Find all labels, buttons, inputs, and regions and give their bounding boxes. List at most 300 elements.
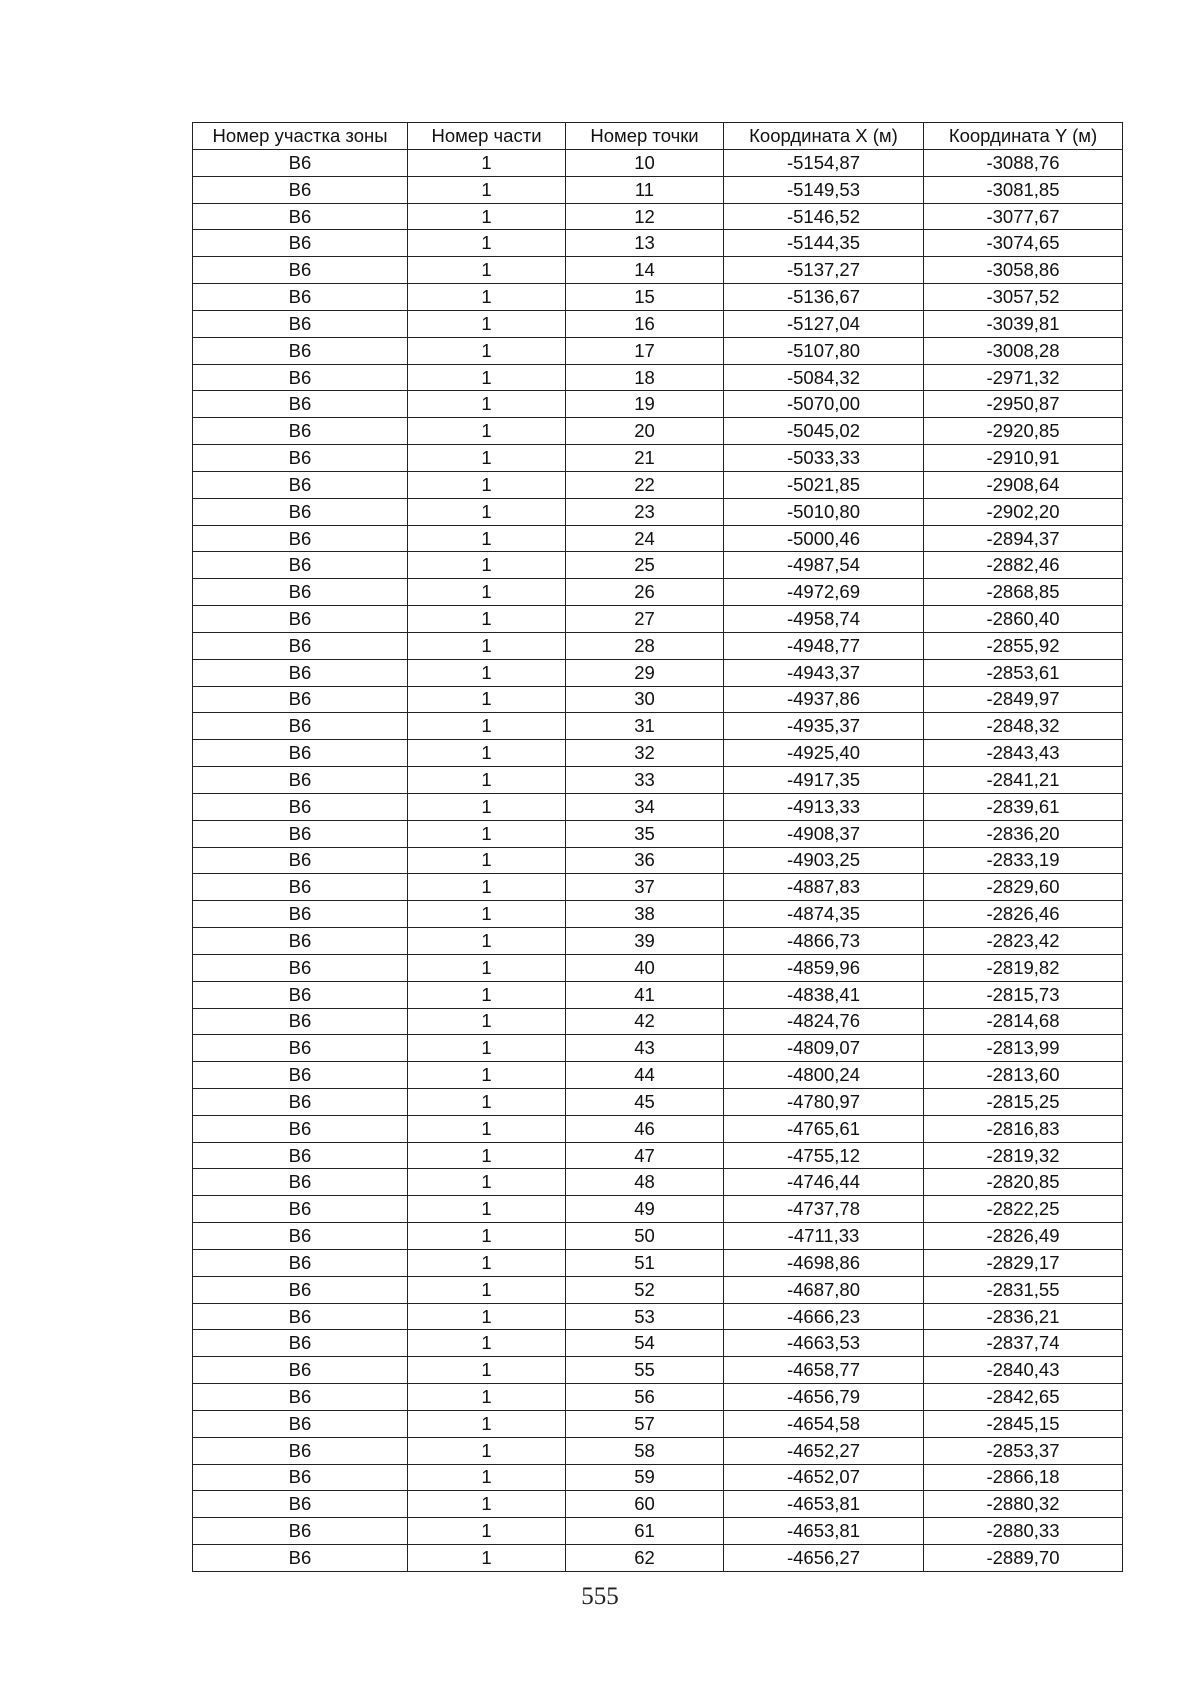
table-row (193, 525, 1123, 552)
cell-coordinate-x: -4711,33 (724, 1223, 924, 1250)
cell-coordinate-x: -4948,77 (724, 632, 924, 659)
cell-point-number: 38 (566, 901, 724, 928)
header-part-number: Номер части (408, 123, 566, 150)
cell-coordinate-y: -2819,32 (924, 1142, 1123, 1169)
cell-zone-section: В6 (193, 1491, 408, 1518)
cell-point-number: 42 (566, 1008, 724, 1035)
cell-zone-section: В6 (193, 954, 408, 981)
table-row (193, 713, 1123, 740)
header-zone-section: Номер участка зоны (193, 123, 408, 150)
cell-part-number: 1 (408, 1330, 566, 1357)
cell-zone-section: В6 (193, 1169, 408, 1196)
table-row (193, 1035, 1123, 1062)
cell-point-number: 41 (566, 981, 724, 1008)
cell-zone-section: В6 (193, 337, 408, 364)
table-row (193, 498, 1123, 525)
cell-coordinate-y: -2833,19 (924, 847, 1123, 874)
table-row (193, 793, 1123, 820)
cell-part-number: 1 (408, 1518, 566, 1545)
coordinates-table (192, 122, 1123, 1572)
cell-part-number: 1 (408, 1142, 566, 1169)
cell-part-number: 1 (408, 230, 566, 257)
cell-point-number: 44 (566, 1062, 724, 1089)
cell-point-number: 54 (566, 1330, 724, 1357)
cell-point-number: 21 (566, 445, 724, 472)
cell-zone-section: В6 (193, 364, 408, 391)
cell-zone-section: В6 (193, 847, 408, 874)
table-row (193, 310, 1123, 337)
cell-coordinate-x: -5149,53 (724, 176, 924, 203)
cell-zone-section: В6 (193, 740, 408, 767)
cell-coordinate-y: -2894,37 (924, 525, 1123, 552)
table-row (193, 1491, 1123, 1518)
cell-coordinate-y: -2866,18 (924, 1464, 1123, 1491)
cell-point-number: 10 (566, 150, 724, 177)
table-row (193, 203, 1123, 230)
cell-zone-section: В6 (193, 257, 408, 284)
table-row (193, 1330, 1123, 1357)
cell-part-number: 1 (408, 981, 566, 1008)
cell-coordinate-y: -2950,87 (924, 391, 1123, 418)
cell-part-number: 1 (408, 793, 566, 820)
table-row (193, 230, 1123, 257)
cell-zone-section: В6 (193, 445, 408, 472)
table-row (193, 1249, 1123, 1276)
cell-zone-section: В6 (193, 1115, 408, 1142)
cell-coordinate-y: -2822,25 (924, 1196, 1123, 1223)
cell-coordinate-y: -2837,74 (924, 1330, 1123, 1357)
cell-zone-section: В6 (193, 1008, 408, 1035)
cell-zone-section: В6 (193, 632, 408, 659)
cell-part-number: 1 (408, 1276, 566, 1303)
cell-point-number: 13 (566, 230, 724, 257)
cell-coordinate-y: -2902,20 (924, 498, 1123, 525)
table-row (193, 1008, 1123, 1035)
cell-point-number: 62 (566, 1545, 724, 1572)
cell-coordinate-x: -4698,86 (724, 1249, 924, 1276)
header-coordinate-x: Координата X (м) (724, 123, 924, 150)
table-row (193, 445, 1123, 472)
page-number: 555 (581, 1583, 619, 1610)
cell-part-number: 1 (408, 579, 566, 606)
table-row (193, 659, 1123, 686)
cell-coordinate-y: -2842,65 (924, 1384, 1123, 1411)
cell-coordinate-x: -5154,87 (724, 150, 924, 177)
cell-zone-section: В6 (193, 1035, 408, 1062)
cell-coordinate-x: -4866,73 (724, 928, 924, 955)
table-row (193, 1169, 1123, 1196)
cell-part-number: 1 (408, 391, 566, 418)
cell-part-number: 1 (408, 954, 566, 981)
cell-coordinate-x: -4874,35 (724, 901, 924, 928)
cell-zone-section: В6 (193, 1223, 408, 1250)
cell-coordinate-y: -2826,49 (924, 1223, 1123, 1250)
cell-coordinate-x: -4666,23 (724, 1303, 924, 1330)
cell-part-number: 1 (408, 713, 566, 740)
cell-zone-section: В6 (193, 686, 408, 713)
cell-part-number: 1 (408, 1303, 566, 1330)
cell-coordinate-x: -5021,85 (724, 471, 924, 498)
cell-coordinate-x: -4658,77 (724, 1357, 924, 1384)
cell-zone-section: В6 (193, 1384, 408, 1411)
cell-coordinate-x: -4656,79 (724, 1384, 924, 1411)
cell-coordinate-y: -2868,85 (924, 579, 1123, 606)
cell-coordinate-y: -2860,40 (924, 606, 1123, 633)
cell-coordinate-y: -2971,32 (924, 364, 1123, 391)
cell-coordinate-y: -2836,21 (924, 1303, 1123, 1330)
cell-part-number: 1 (408, 1249, 566, 1276)
table-row (193, 981, 1123, 1008)
cell-coordinate-y: -2831,55 (924, 1276, 1123, 1303)
cell-coordinate-x: -4755,12 (724, 1142, 924, 1169)
cell-point-number: 20 (566, 418, 724, 445)
cell-point-number: 49 (566, 1196, 724, 1223)
cell-part-number: 1 (408, 203, 566, 230)
cell-coordinate-x: -4838,41 (724, 981, 924, 1008)
cell-part-number: 1 (408, 310, 566, 337)
cell-part-number: 1 (408, 364, 566, 391)
cell-coordinate-x: -4652,07 (724, 1464, 924, 1491)
cell-coordinate-y: -2840,43 (924, 1357, 1123, 1384)
cell-coordinate-y: -2814,68 (924, 1008, 1123, 1035)
cell-zone-section: В6 (193, 1437, 408, 1464)
cell-point-number: 47 (566, 1142, 724, 1169)
cell-part-number: 1 (408, 740, 566, 767)
table-row (193, 176, 1123, 203)
cell-coordinate-y: -2823,42 (924, 928, 1123, 955)
cell-coordinate-x: -4887,83 (724, 874, 924, 901)
cell-zone-section: В6 (193, 1357, 408, 1384)
cell-coordinate-x: -4903,25 (724, 847, 924, 874)
cell-part-number: 1 (408, 847, 566, 874)
cell-zone-section: В6 (193, 659, 408, 686)
cell-point-number: 12 (566, 203, 724, 230)
cell-coordinate-x: -5127,04 (724, 310, 924, 337)
table-row (193, 820, 1123, 847)
cell-zone-section: В6 (193, 1142, 408, 1169)
cell-part-number: 1 (408, 1008, 566, 1035)
cell-coordinate-y: -2841,21 (924, 767, 1123, 794)
cell-point-number: 40 (566, 954, 724, 981)
header-row (193, 123, 1123, 150)
cell-part-number: 1 (408, 337, 566, 364)
cell-point-number: 56 (566, 1384, 724, 1411)
cell-coordinate-y: -2853,37 (924, 1437, 1123, 1464)
cell-coordinate-y: -2826,46 (924, 901, 1123, 928)
cell-zone-section: В6 (193, 713, 408, 740)
cell-zone-section: В6 (193, 1249, 408, 1276)
table-row (193, 1062, 1123, 1089)
cell-point-number: 16 (566, 310, 724, 337)
cell-coordinate-x: -4652,27 (724, 1437, 924, 1464)
cell-part-number: 1 (408, 1437, 566, 1464)
cell-point-number: 26 (566, 579, 724, 606)
cell-point-number: 17 (566, 337, 724, 364)
cell-zone-section: В6 (193, 793, 408, 820)
cell-part-number: 1 (408, 257, 566, 284)
cell-zone-section: В6 (193, 606, 408, 633)
cell-coordinate-x: -5070,00 (724, 391, 924, 418)
cell-part-number: 1 (408, 820, 566, 847)
cell-coordinate-y: -3077,67 (924, 203, 1123, 230)
cell-coordinate-x: -5146,52 (724, 203, 924, 230)
cell-coordinate-x: -5084,32 (724, 364, 924, 391)
cell-part-number: 1 (408, 901, 566, 928)
cell-part-number: 1 (408, 418, 566, 445)
header-point-number: Номер точки (566, 123, 724, 150)
cell-zone-section: В6 (193, 767, 408, 794)
cell-zone-section: В6 (193, 1088, 408, 1115)
cell-coordinate-y: -2880,33 (924, 1518, 1123, 1545)
cell-coordinate-x: -5010,80 (724, 498, 924, 525)
cell-coordinate-x: -4958,74 (724, 606, 924, 633)
table-row (193, 1276, 1123, 1303)
cell-part-number: 1 (408, 284, 566, 311)
table-row (193, 901, 1123, 928)
cell-point-number: 57 (566, 1410, 724, 1437)
cell-part-number: 1 (408, 1196, 566, 1223)
cell-zone-section: В6 (193, 1303, 408, 1330)
cell-coordinate-y: -2920,85 (924, 418, 1123, 445)
table-row (193, 1142, 1123, 1169)
cell-point-number: 22 (566, 471, 724, 498)
cell-coordinate-y: -3008,28 (924, 337, 1123, 364)
cell-point-number: 39 (566, 928, 724, 955)
cell-part-number: 1 (408, 686, 566, 713)
cell-part-number: 1 (408, 150, 566, 177)
cell-zone-section: В6 (193, 203, 408, 230)
table-row (193, 1410, 1123, 1437)
table-row (193, 1357, 1123, 1384)
cell-coordinate-x: -4780,97 (724, 1088, 924, 1115)
table-row (193, 1303, 1123, 1330)
cell-zone-section: В6 (193, 1518, 408, 1545)
cell-point-number: 11 (566, 176, 724, 203)
table-row (193, 1518, 1123, 1545)
cell-coordinate-y: -2855,92 (924, 632, 1123, 659)
table-row (193, 632, 1123, 659)
cell-zone-section: В6 (193, 1464, 408, 1491)
cell-zone-section: В6 (193, 418, 408, 445)
cell-zone-section: В6 (193, 284, 408, 311)
cell-point-number: 50 (566, 1223, 724, 1250)
cell-coordinate-y: -2845,15 (924, 1410, 1123, 1437)
cell-zone-section: В6 (193, 552, 408, 579)
cell-coordinate-y: -2829,60 (924, 874, 1123, 901)
cell-part-number: 1 (408, 498, 566, 525)
cell-zone-section: В6 (193, 230, 408, 257)
cell-coordinate-y: -2849,97 (924, 686, 1123, 713)
table-row (193, 552, 1123, 579)
cell-part-number: 1 (408, 632, 566, 659)
cell-coordinate-x: -4800,24 (724, 1062, 924, 1089)
cell-part-number: 1 (408, 1115, 566, 1142)
cell-coordinate-x: -4653,81 (724, 1518, 924, 1545)
cell-part-number: 1 (408, 606, 566, 633)
cell-coordinate-y: -2816,83 (924, 1115, 1123, 1142)
table-row (193, 1115, 1123, 1142)
cell-coordinate-y: -2819,82 (924, 954, 1123, 981)
cell-coordinate-x: -5000,46 (724, 525, 924, 552)
table-row (193, 1437, 1123, 1464)
cell-coordinate-x: -4765,61 (724, 1115, 924, 1142)
cell-coordinate-x: -4987,54 (724, 552, 924, 579)
cell-coordinate-y: -2836,20 (924, 820, 1123, 847)
cell-coordinate-y: -2843,43 (924, 740, 1123, 767)
cell-part-number: 1 (408, 1545, 566, 1572)
cell-coordinate-x: -4687,80 (724, 1276, 924, 1303)
cell-part-number: 1 (408, 1223, 566, 1250)
cell-part-number: 1 (408, 176, 566, 203)
cell-point-number: 34 (566, 793, 724, 820)
cell-zone-section: В6 (193, 1545, 408, 1572)
cell-coordinate-x: -4935,37 (724, 713, 924, 740)
cell-coordinate-y: -2813,99 (924, 1035, 1123, 1062)
cell-coordinate-x: -4737,78 (724, 1196, 924, 1223)
cell-coordinate-x: -4663,53 (724, 1330, 924, 1357)
cell-coordinate-y: -2889,70 (924, 1545, 1123, 1572)
cell-zone-section: В6 (193, 820, 408, 847)
cell-coordinate-y: -3057,52 (924, 284, 1123, 311)
table-row (193, 928, 1123, 955)
table-row (193, 1545, 1123, 1572)
cell-point-number: 55 (566, 1357, 724, 1384)
cell-coordinate-x: -4908,37 (724, 820, 924, 847)
table-row (193, 471, 1123, 498)
cell-zone-section: В6 (193, 874, 408, 901)
cell-coordinate-y: -2908,64 (924, 471, 1123, 498)
table-row (193, 954, 1123, 981)
cell-zone-section: В6 (193, 928, 408, 955)
cell-coordinate-x: -5045,02 (724, 418, 924, 445)
cell-point-number: 52 (566, 1276, 724, 1303)
cell-coordinate-x: -4859,96 (724, 954, 924, 981)
cell-coordinate-y: -3081,85 (924, 176, 1123, 203)
table-row (193, 740, 1123, 767)
table-row (193, 874, 1123, 901)
header-coordinate-y: Координата Y (м) (924, 123, 1123, 150)
cell-coordinate-x: -4653,81 (724, 1491, 924, 1518)
cell-part-number: 1 (408, 928, 566, 955)
cell-coordinate-y: -2813,60 (924, 1062, 1123, 1089)
cell-coordinate-y: -3058,86 (924, 257, 1123, 284)
table-row (193, 606, 1123, 633)
cell-part-number: 1 (408, 1357, 566, 1384)
cell-point-number: 19 (566, 391, 724, 418)
cell-zone-section: В6 (193, 471, 408, 498)
cell-coordinate-y: -2882,46 (924, 552, 1123, 579)
cell-part-number: 1 (408, 1491, 566, 1518)
cell-zone-section: В6 (193, 1062, 408, 1089)
cell-zone-section: В6 (193, 579, 408, 606)
cell-zone-section: В6 (193, 1196, 408, 1223)
cell-part-number: 1 (408, 1169, 566, 1196)
cell-point-number: 33 (566, 767, 724, 794)
cell-point-number: 29 (566, 659, 724, 686)
table-row (193, 284, 1123, 311)
cell-point-number: 45 (566, 1088, 724, 1115)
table-row (193, 847, 1123, 874)
cell-zone-section: В6 (193, 1410, 408, 1437)
cell-point-number: 15 (566, 284, 724, 311)
cell-point-number: 14 (566, 257, 724, 284)
cell-part-number: 1 (408, 1464, 566, 1491)
cell-zone-section: В6 (193, 901, 408, 928)
cell-part-number: 1 (408, 659, 566, 686)
cell-part-number: 1 (408, 767, 566, 794)
cell-zone-section: В6 (193, 176, 408, 203)
cell-coordinate-x: -5107,80 (724, 337, 924, 364)
cell-point-number: 24 (566, 525, 724, 552)
cell-coordinate-y: -2853,61 (924, 659, 1123, 686)
table-row (193, 579, 1123, 606)
cell-part-number: 1 (408, 1410, 566, 1437)
cell-zone-section: В6 (193, 1330, 408, 1357)
table-row (193, 1196, 1123, 1223)
table-row (193, 150, 1123, 177)
cell-point-number: 23 (566, 498, 724, 525)
cell-point-number: 46 (566, 1115, 724, 1142)
cell-point-number: 51 (566, 1249, 724, 1276)
cell-coordinate-y: -2815,73 (924, 981, 1123, 1008)
cell-point-number: 28 (566, 632, 724, 659)
cell-coordinate-y: -2820,85 (924, 1169, 1123, 1196)
cell-coordinate-x: -4746,44 (724, 1169, 924, 1196)
cell-coordinate-y: -3088,76 (924, 150, 1123, 177)
cell-coordinate-x: -5136,67 (724, 284, 924, 311)
table-row (193, 364, 1123, 391)
cell-zone-section: В6 (193, 498, 408, 525)
cell-part-number: 1 (408, 525, 566, 552)
cell-coordinate-y: -2829,17 (924, 1249, 1123, 1276)
table-row (193, 686, 1123, 713)
cell-coordinate-y: -2910,91 (924, 445, 1123, 472)
cell-point-number: 31 (566, 713, 724, 740)
cell-coordinate-x: -4937,86 (724, 686, 924, 713)
cell-coordinate-x: -4925,40 (724, 740, 924, 767)
cell-part-number: 1 (408, 1035, 566, 1062)
cell-point-number: 43 (566, 1035, 724, 1062)
cell-part-number: 1 (408, 874, 566, 901)
table-header (193, 123, 1123, 150)
cell-point-number: 53 (566, 1303, 724, 1330)
table-row (193, 1088, 1123, 1115)
table-row (193, 767, 1123, 794)
cell-part-number: 1 (408, 1088, 566, 1115)
cell-coordinate-x: -4917,35 (724, 767, 924, 794)
cell-coordinate-x: -4656,27 (724, 1545, 924, 1572)
cell-point-number: 59 (566, 1464, 724, 1491)
cell-part-number: 1 (408, 552, 566, 579)
cell-coordinate-y: -2839,61 (924, 793, 1123, 820)
cell-zone-section: В6 (193, 981, 408, 1008)
cell-coordinate-y: -3074,65 (924, 230, 1123, 257)
cell-part-number: 1 (408, 445, 566, 472)
cell-point-number: 61 (566, 1518, 724, 1545)
table-row (193, 337, 1123, 364)
cell-point-number: 32 (566, 740, 724, 767)
cell-coordinate-x: -4943,37 (724, 659, 924, 686)
cell-point-number: 48 (566, 1169, 724, 1196)
cell-zone-section: В6 (193, 525, 408, 552)
cell-coordinate-x: -4654,58 (724, 1410, 924, 1437)
cell-coordinate-x: -4824,76 (724, 1008, 924, 1035)
table-row (193, 391, 1123, 418)
cell-coordinate-x: -4809,07 (724, 1035, 924, 1062)
cell-zone-section: В6 (193, 150, 408, 177)
table-row (193, 1384, 1123, 1411)
cell-point-number: 18 (566, 364, 724, 391)
